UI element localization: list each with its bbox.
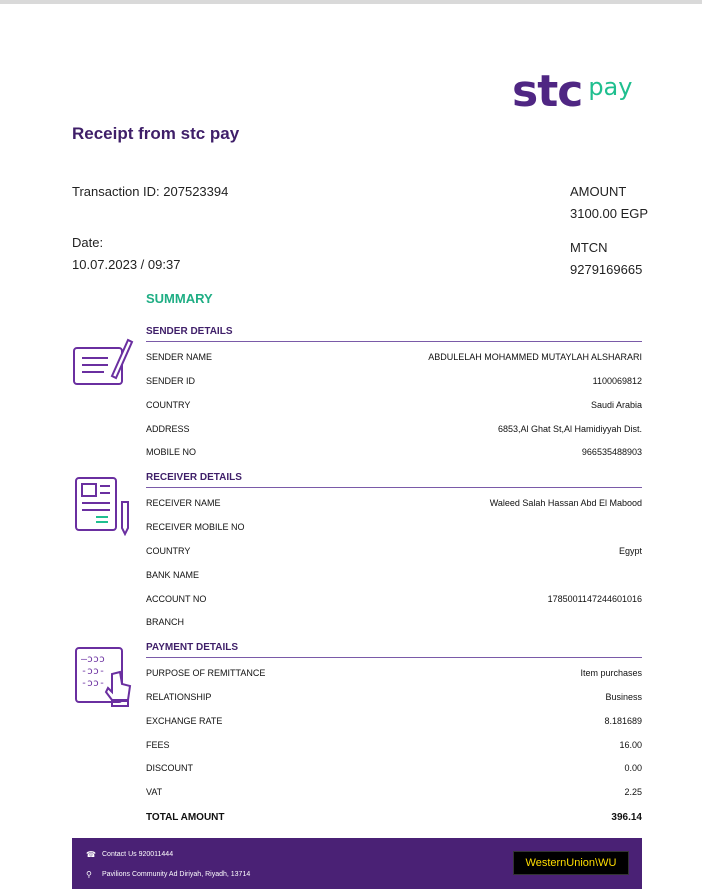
table-row: [146, 615, 642, 629]
mtcn-label: MTCN: [570, 240, 608, 255]
transaction-id: Transaction ID: 207523394: [72, 184, 229, 199]
table-row: [146, 422, 642, 436]
row-value: 1785001147244601016: [547, 594, 642, 604]
logo-stc-text: stc: [512, 66, 583, 117]
row-value: Saudi Arabia: [590, 400, 642, 410]
row-value: 2.25: [624, 787, 642, 797]
row-label: PURPOSE OF REMITTANCE: [146, 668, 266, 678]
date-value: 10.07.2023 / 09:37: [72, 257, 181, 272]
table-row: [146, 761, 642, 775]
row-label: RELATIONSHIP: [146, 692, 212, 702]
table-row: [146, 374, 642, 388]
table-row: [146, 714, 642, 728]
payment-details-title: PAYMENT DETAILS: [146, 642, 642, 658]
address-text: Pavilions Community Ad Diriyah, Riyadh, 13714: [102, 871, 251, 878]
table-row: [146, 738, 642, 752]
row-label: RECEIVER MOBILE NO: [146, 522, 245, 532]
contact-text: Contact Us 920011444: [102, 851, 174, 858]
row-label: SENDER NAME: [146, 352, 213, 362]
row-value: Business: [605, 692, 642, 702]
stc-pay-logo: [512, 66, 633, 117]
svg-text:—ɔɔɔ: —ɔɔɔ: [81, 654, 106, 665]
footer-bar: [72, 838, 642, 889]
table-row: [146, 592, 642, 606]
footer-address: [86, 870, 250, 879]
receiver-details-title: RECEIVER DETAILS: [146, 472, 642, 488]
summary-heading: SUMMARY: [146, 291, 213, 306]
row-value: 0.00: [624, 763, 642, 773]
table-row: [146, 350, 642, 364]
row-label: SENDER ID: [146, 376, 196, 386]
payment-bill-icon: [74, 646, 134, 708]
amount-value: 3100.00 EGP: [570, 206, 649, 221]
table-row: [146, 445, 642, 459]
row-value: 16.00: [619, 740, 642, 750]
row-label: TOTAL AMOUNT: [146, 811, 225, 823]
total-amount-row: [146, 810, 642, 824]
row-label: BANK NAME: [146, 570, 200, 580]
table-row: [146, 544, 642, 558]
svg-text:-ɔɔ-: -ɔɔ-: [81, 666, 106, 677]
mtcn-value: 9279169665: [570, 262, 643, 277]
sender-form-icon: [72, 336, 134, 388]
row-value: Egypt: [618, 546, 642, 556]
row-label: MOBILE NO: [146, 447, 197, 457]
row-value: 966535488903: [581, 447, 642, 457]
row-label: ADDRESS: [146, 424, 190, 434]
logo-pay-text: pay: [588, 73, 633, 101]
row-value: 1100069812: [592, 376, 642, 386]
row-label: VAT: [146, 787, 163, 797]
receiver-document-icon: [74, 476, 130, 536]
row-label: ACCOUNT NO: [146, 594, 207, 604]
row-value: 396.14: [611, 811, 642, 823]
row-label: COUNTRY: [146, 400, 191, 410]
row-label: COUNTRY: [146, 546, 191, 556]
table-row: [146, 398, 642, 412]
svg-text:-ɔɔ-: -ɔɔ-: [81, 678, 106, 689]
row-value: 8.181689: [604, 716, 642, 726]
row-label: FEES: [146, 740, 170, 750]
row-value: ABDULELAH MOHAMMED MUTAYLAH ALSHARARI: [428, 352, 642, 362]
table-row: [146, 690, 642, 704]
receipt-title: Receipt from stc pay: [72, 124, 240, 143]
row-label: RECEIVER NAME: [146, 498, 221, 508]
phone-icon: ☎: [86, 850, 96, 859]
table-row: [146, 496, 642, 510]
location-pin-icon: ⚲: [86, 870, 92, 879]
row-label: BRANCH: [146, 617, 185, 627]
row-value: 6853,Al Ghat St,Al Hamidiyyah Dist.: [497, 424, 642, 434]
table-row: [146, 520, 642, 534]
top-border: [0, 0, 702, 4]
sender-details-title: SENDER DETAILS: [146, 326, 642, 342]
western-union-logo: WesternUnion\WU: [513, 851, 629, 875]
table-row: [146, 568, 642, 582]
footer-contact: [86, 850, 173, 859]
table-row: [146, 785, 642, 799]
amount-label: AMOUNT: [570, 184, 627, 199]
row-value: Waleed Salah Hassan Abd El Mabood: [489, 498, 642, 508]
row-label: DISCOUNT: [146, 763, 193, 773]
date-label: Date:: [72, 235, 104, 250]
table-row: [146, 666, 642, 680]
row-value: Item purchases: [580, 668, 642, 678]
row-label: EXCHANGE RATE: [146, 716, 223, 726]
